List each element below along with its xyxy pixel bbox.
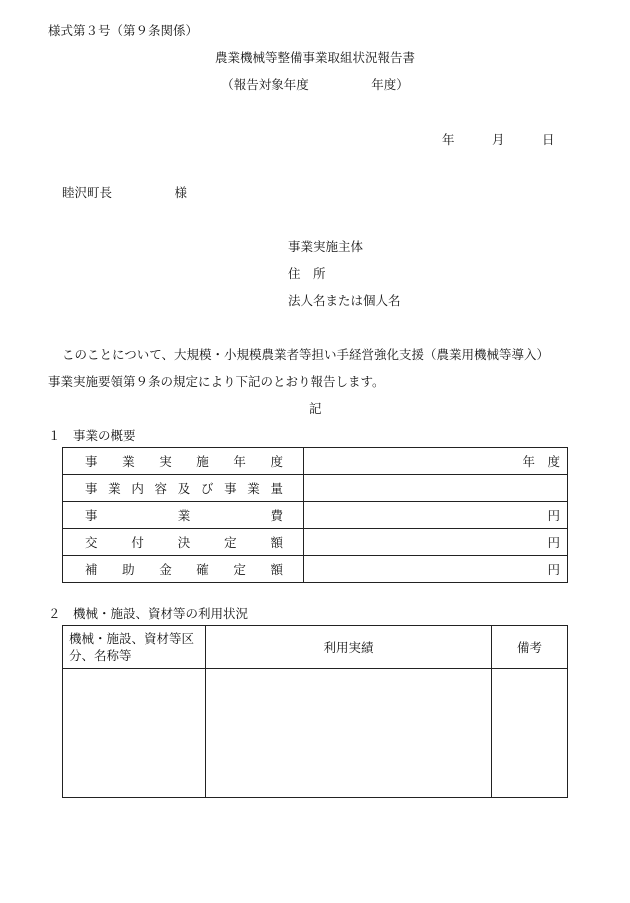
summary-table bbox=[62, 447, 568, 583]
section2-heading: ２ 機械・施設、資材等の利用状況 bbox=[48, 606, 249, 621]
intro-line-2: 事業実施要領第９条の規定により下記のとおり報告します。 bbox=[48, 374, 385, 389]
row-label: 事業費 bbox=[63, 502, 304, 529]
table-row bbox=[63, 448, 568, 475]
usage-cell[interactable] bbox=[206, 669, 492, 798]
row-label: 補助金確定額 bbox=[63, 556, 304, 583]
usage-table bbox=[62, 625, 568, 798]
table-row bbox=[63, 529, 568, 556]
row-label: 交付決定額 bbox=[63, 529, 304, 556]
applicant-name: 法人名または個人名 bbox=[288, 293, 401, 308]
row-label: 事業実施年度 bbox=[63, 448, 304, 475]
section1-heading: １ 事業の概要 bbox=[48, 428, 136, 443]
applicant-address: 住 所 bbox=[288, 266, 326, 281]
row-value[interactable] bbox=[304, 475, 568, 502]
table-row bbox=[63, 502, 568, 529]
form-number: 様式第３号（第９条関係） bbox=[48, 23, 199, 38]
recipient: 睦沢町長 様 bbox=[62, 185, 188, 200]
table-header-row bbox=[63, 626, 568, 669]
row-value[interactable]: 円 bbox=[304, 502, 568, 529]
ki-note: 記 bbox=[309, 401, 322, 416]
table-row bbox=[63, 669, 568, 798]
row-value[interactable]: 円 bbox=[304, 529, 568, 556]
header-usage: 利用実績 bbox=[206, 626, 492, 669]
header-remarks: 備考 bbox=[492, 626, 568, 669]
row-label: 事業内容及び事業量 bbox=[63, 475, 304, 502]
table-row bbox=[63, 475, 568, 502]
category-cell[interactable] bbox=[63, 669, 206, 798]
document-title: 農業機械等整備事業取組状況報告書 bbox=[214, 50, 415, 65]
date-line: 年 月 日 bbox=[442, 132, 555, 147]
report-year: （報告対象年度 年度） bbox=[221, 77, 409, 92]
applicant-entity: 事業実施主体 bbox=[288, 239, 364, 254]
intro-line-1: このことについて、大規模・小規模農業者等担い手経営強化支援（農業用機械等導入） bbox=[62, 347, 550, 362]
row-value[interactable]: 円 bbox=[304, 556, 568, 583]
table-row bbox=[63, 556, 568, 583]
header-category: 機械・施設、資材等区分、名称等 bbox=[63, 626, 206, 669]
remarks-cell[interactable] bbox=[492, 669, 568, 798]
row-value[interactable]: 年 度 bbox=[304, 448, 568, 475]
